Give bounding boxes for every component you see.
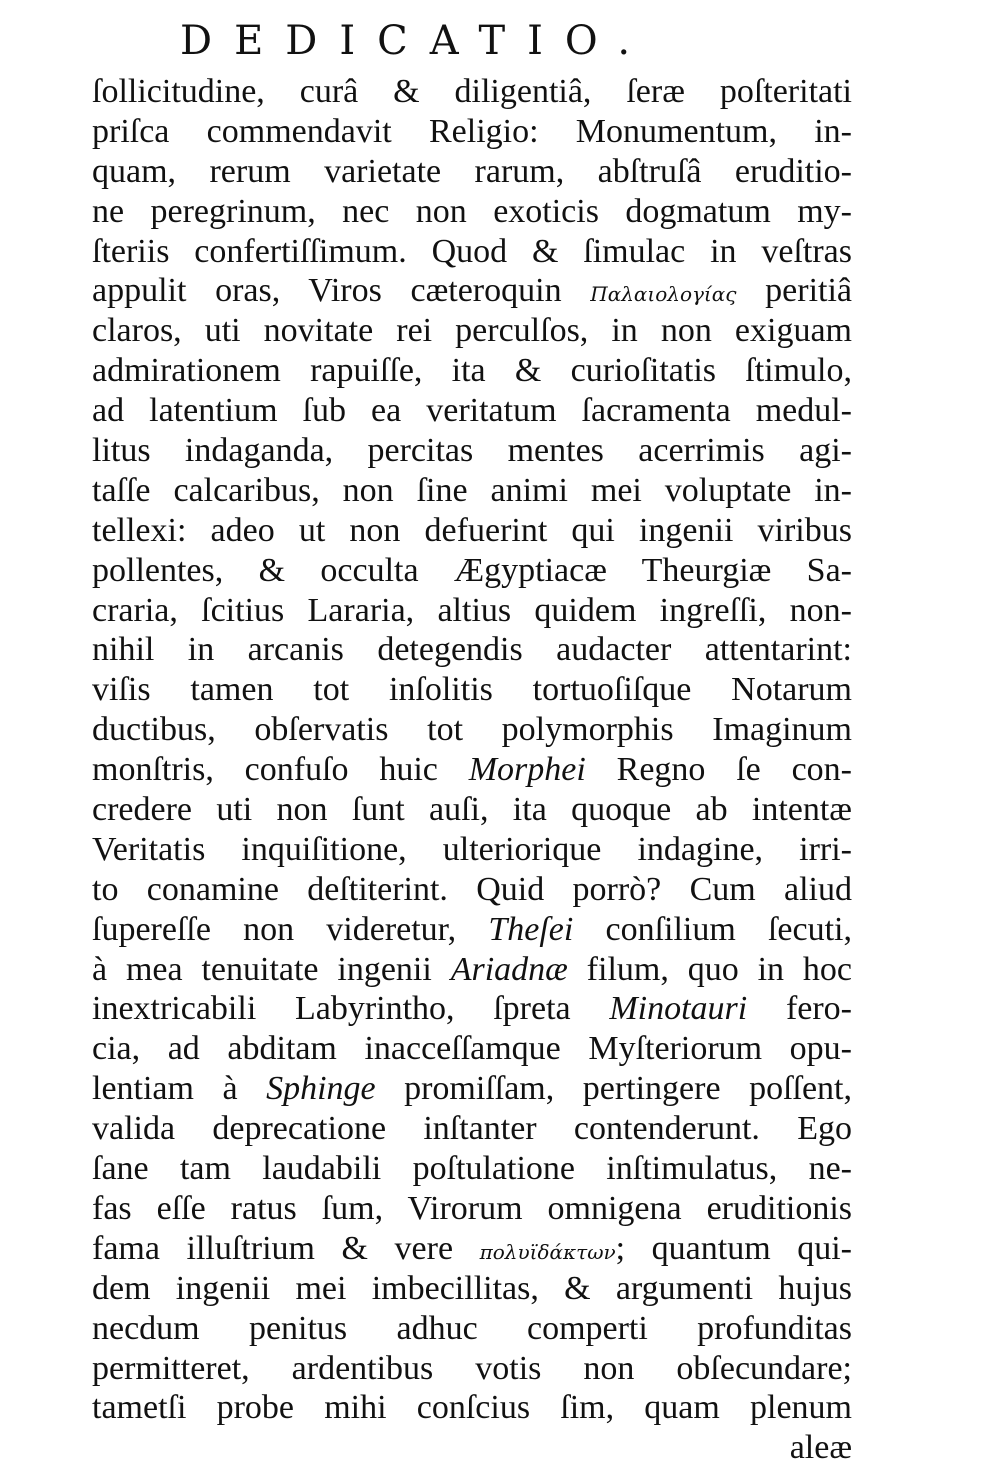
text-line: dem ingenii mei imbecillitas, & argumenti hujus xyxy=(92,1269,852,1307)
body-text xyxy=(92,72,852,1468)
greek-word: πολυϊδάκτων xyxy=(479,1239,616,1264)
text-line: Veritatis inquiſitione, ulteriorique indagine, irri- xyxy=(92,830,852,868)
text-line: taſſe calcaribus, non ſine animi mei voluptate in- xyxy=(92,471,852,509)
text-line: necdum penitus adhuc comperti profunditas xyxy=(92,1309,852,1347)
text-line: admirationem rapuiſſe, ita & curioſitatis ſtimulo, xyxy=(92,352,852,390)
text-line: litus indaganda, percitas mentes acerrimis agi- xyxy=(92,432,852,470)
text-line: valida deprecatione inſtanter contenderunt. Ego xyxy=(92,1110,852,1148)
text-line: claros, uti novitate rei perculſos, in non exiguam xyxy=(92,312,852,350)
greek-word: Παλαιολογίας xyxy=(590,282,737,307)
text-line: lentiam à Sphinge promiſſam, pertingere poſſent, xyxy=(92,1070,852,1108)
italic-name: Morphei xyxy=(468,751,586,789)
text-line: permitteret, ardentibus votis non obſecundare; xyxy=(92,1349,852,1387)
text-line: appulit oras, Viros cæteroquin Παλαιολογίας peritiâ xyxy=(92,272,853,310)
text-line: nihil in arcanis detegendis audacter attentarint: xyxy=(92,631,852,669)
text-line: priſca commendavit Religio: Monumentum, in- xyxy=(92,112,852,150)
text-line: ductibus, obſervatis tot polymorphis Imaginum xyxy=(92,711,852,749)
text-line: fama illuſtrium & vere πολυϊδάκτων; quantum qui- xyxy=(92,1229,852,1267)
text-line: ſteriis confertiſſimum. Quod & ſimulac in veſtras xyxy=(92,232,852,270)
text-line: fas eſſe ratus ſum, Virorum omnigena eruditionis xyxy=(92,1189,852,1227)
catchword: aleæ xyxy=(789,1429,852,1467)
text-line: inextricabili Labyrintho, ſpreta Minotauri fero- xyxy=(92,990,853,1028)
italic-name: Theſei xyxy=(488,910,574,948)
text-line: to conamine deſtiterint. Quid porrò? Cum aliud xyxy=(92,870,852,908)
running-head: DEDICATIO. xyxy=(180,18,653,64)
text-line: monſtris, confuſo huic Morphei Regno ſe con- xyxy=(92,751,853,789)
text-line: quam, rerum varietate rarum, abſtruſâ eruditio- xyxy=(92,152,852,190)
text-line: tametſi probe mihi conſcius ſim, quam plenum xyxy=(92,1389,852,1427)
text-line: tellexi: adeo ut non defuerint qui ingenii viribus xyxy=(92,511,852,549)
text-line: ſupereſſe non videretur, Theſei conſilium ſecuti, xyxy=(92,910,853,948)
text-line: cia, ad abditam inacceſſamque Myſteriorum opu- xyxy=(92,1030,852,1068)
text-line: ſollicitudine, curâ & diligentiâ, ſeræ poſteritati xyxy=(92,73,852,110)
text-line: craria, ſcitius Lararia, altius quidem ingreſſi, non- xyxy=(92,591,852,629)
text-line: ne peregrinum, nec non exoticis dogmatum my- xyxy=(92,192,852,230)
text-line: viſis tamen tot inſolitis tortuoſiſque Notarum xyxy=(92,671,852,709)
text-line: à mea tenuitate ingenii Ariadnæ filum, quo in hoc xyxy=(92,950,852,988)
text-line: ſane tam laudabili poſtulatione inſtimulatus, ne- xyxy=(92,1150,852,1188)
italic-name: Minotauri xyxy=(609,990,748,1028)
text-line: ad latentium ſub ea veritatum ſacramenta medul- xyxy=(92,392,852,430)
text-line: pollentes, & occulta Ægyptiacæ Theurgiæ Sa- xyxy=(92,551,852,589)
italic-name: Ariadnæ xyxy=(450,950,568,988)
italic-name: Sphinge xyxy=(266,1070,376,1108)
text-line: credere uti non ſunt auſi, ita quoque ab intentæ xyxy=(92,791,852,829)
